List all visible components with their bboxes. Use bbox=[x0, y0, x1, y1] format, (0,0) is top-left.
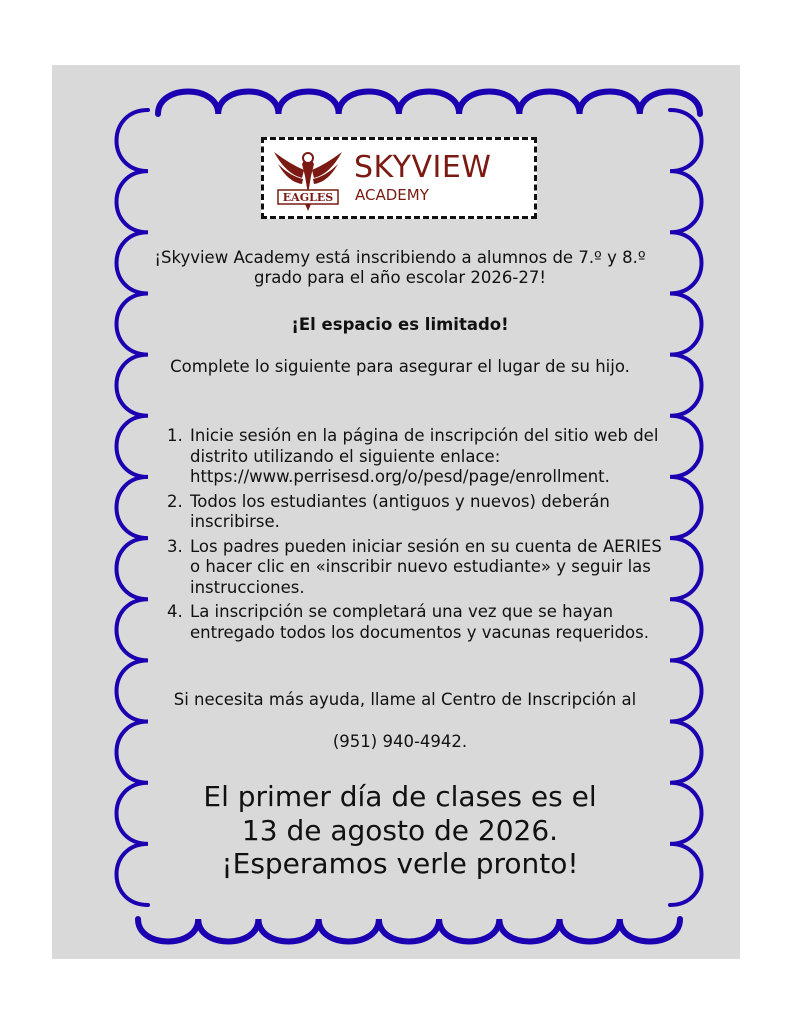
logo-subtitle: ACADEMY bbox=[355, 186, 429, 204]
step-item bbox=[188, 492, 668, 533]
step-item bbox=[188, 426, 668, 488]
phone-number: (951) 940-4942. bbox=[332, 732, 468, 751]
closing-line-1: El primer día de clases es el bbox=[203, 780, 597, 813]
help-text: Si necesita más ayuda, llame al Centro de Inscripción al bbox=[173, 690, 637, 709]
scallop bbox=[138, 919, 680, 942]
step-item bbox=[188, 537, 668, 599]
logo-title: SKYVIEW bbox=[354, 150, 492, 185]
headline: ¡El espacio es limitado! bbox=[291, 315, 509, 334]
step-text: La inscripción se completará una vez que se hayan entregado todos los documentos y vacunas requeridos. bbox=[190, 602, 649, 642]
steps-list bbox=[170, 426, 668, 647]
scallop bbox=[158, 92, 700, 115]
instruction-text: Complete lo siguiente para asegurar el lugar de su hijo. bbox=[170, 357, 630, 376]
step-item bbox=[188, 602, 668, 643]
enrollment-link[interactable]: https://www.perrisesd.org/o/pesd/page/enrollment. bbox=[190, 467, 610, 486]
closing-line-2: 13 de agosto de 2026. bbox=[241, 814, 559, 847]
step-text: Los padres pueden iniciar sesión en su cuenta de AERIES o hacer clic en «inscribir nuevo estudiante» y seguir las instrucciones. bbox=[190, 536, 662, 597]
intro-text: ¡Skyview Academy está inscribiendo a alumnos de 7.º y 8.º grado para el año escolar 2026-27! bbox=[154, 248, 646, 287]
step-text: Todos los estudiantes (antiguos y nuevos) deberán inscribirse. bbox=[190, 491, 610, 531]
emblem-text: EAGLES bbox=[282, 191, 334, 204]
step-text: Inicie sesión en la página de inscripción del sitio web del distrito utilizando el siguiente enlace: bbox=[190, 426, 659, 466]
logo-box bbox=[261, 137, 537, 219]
eagle-emblem-icon bbox=[272, 144, 344, 212]
closing-line-3: ¡Esperamos verle pronto! bbox=[221, 847, 579, 880]
